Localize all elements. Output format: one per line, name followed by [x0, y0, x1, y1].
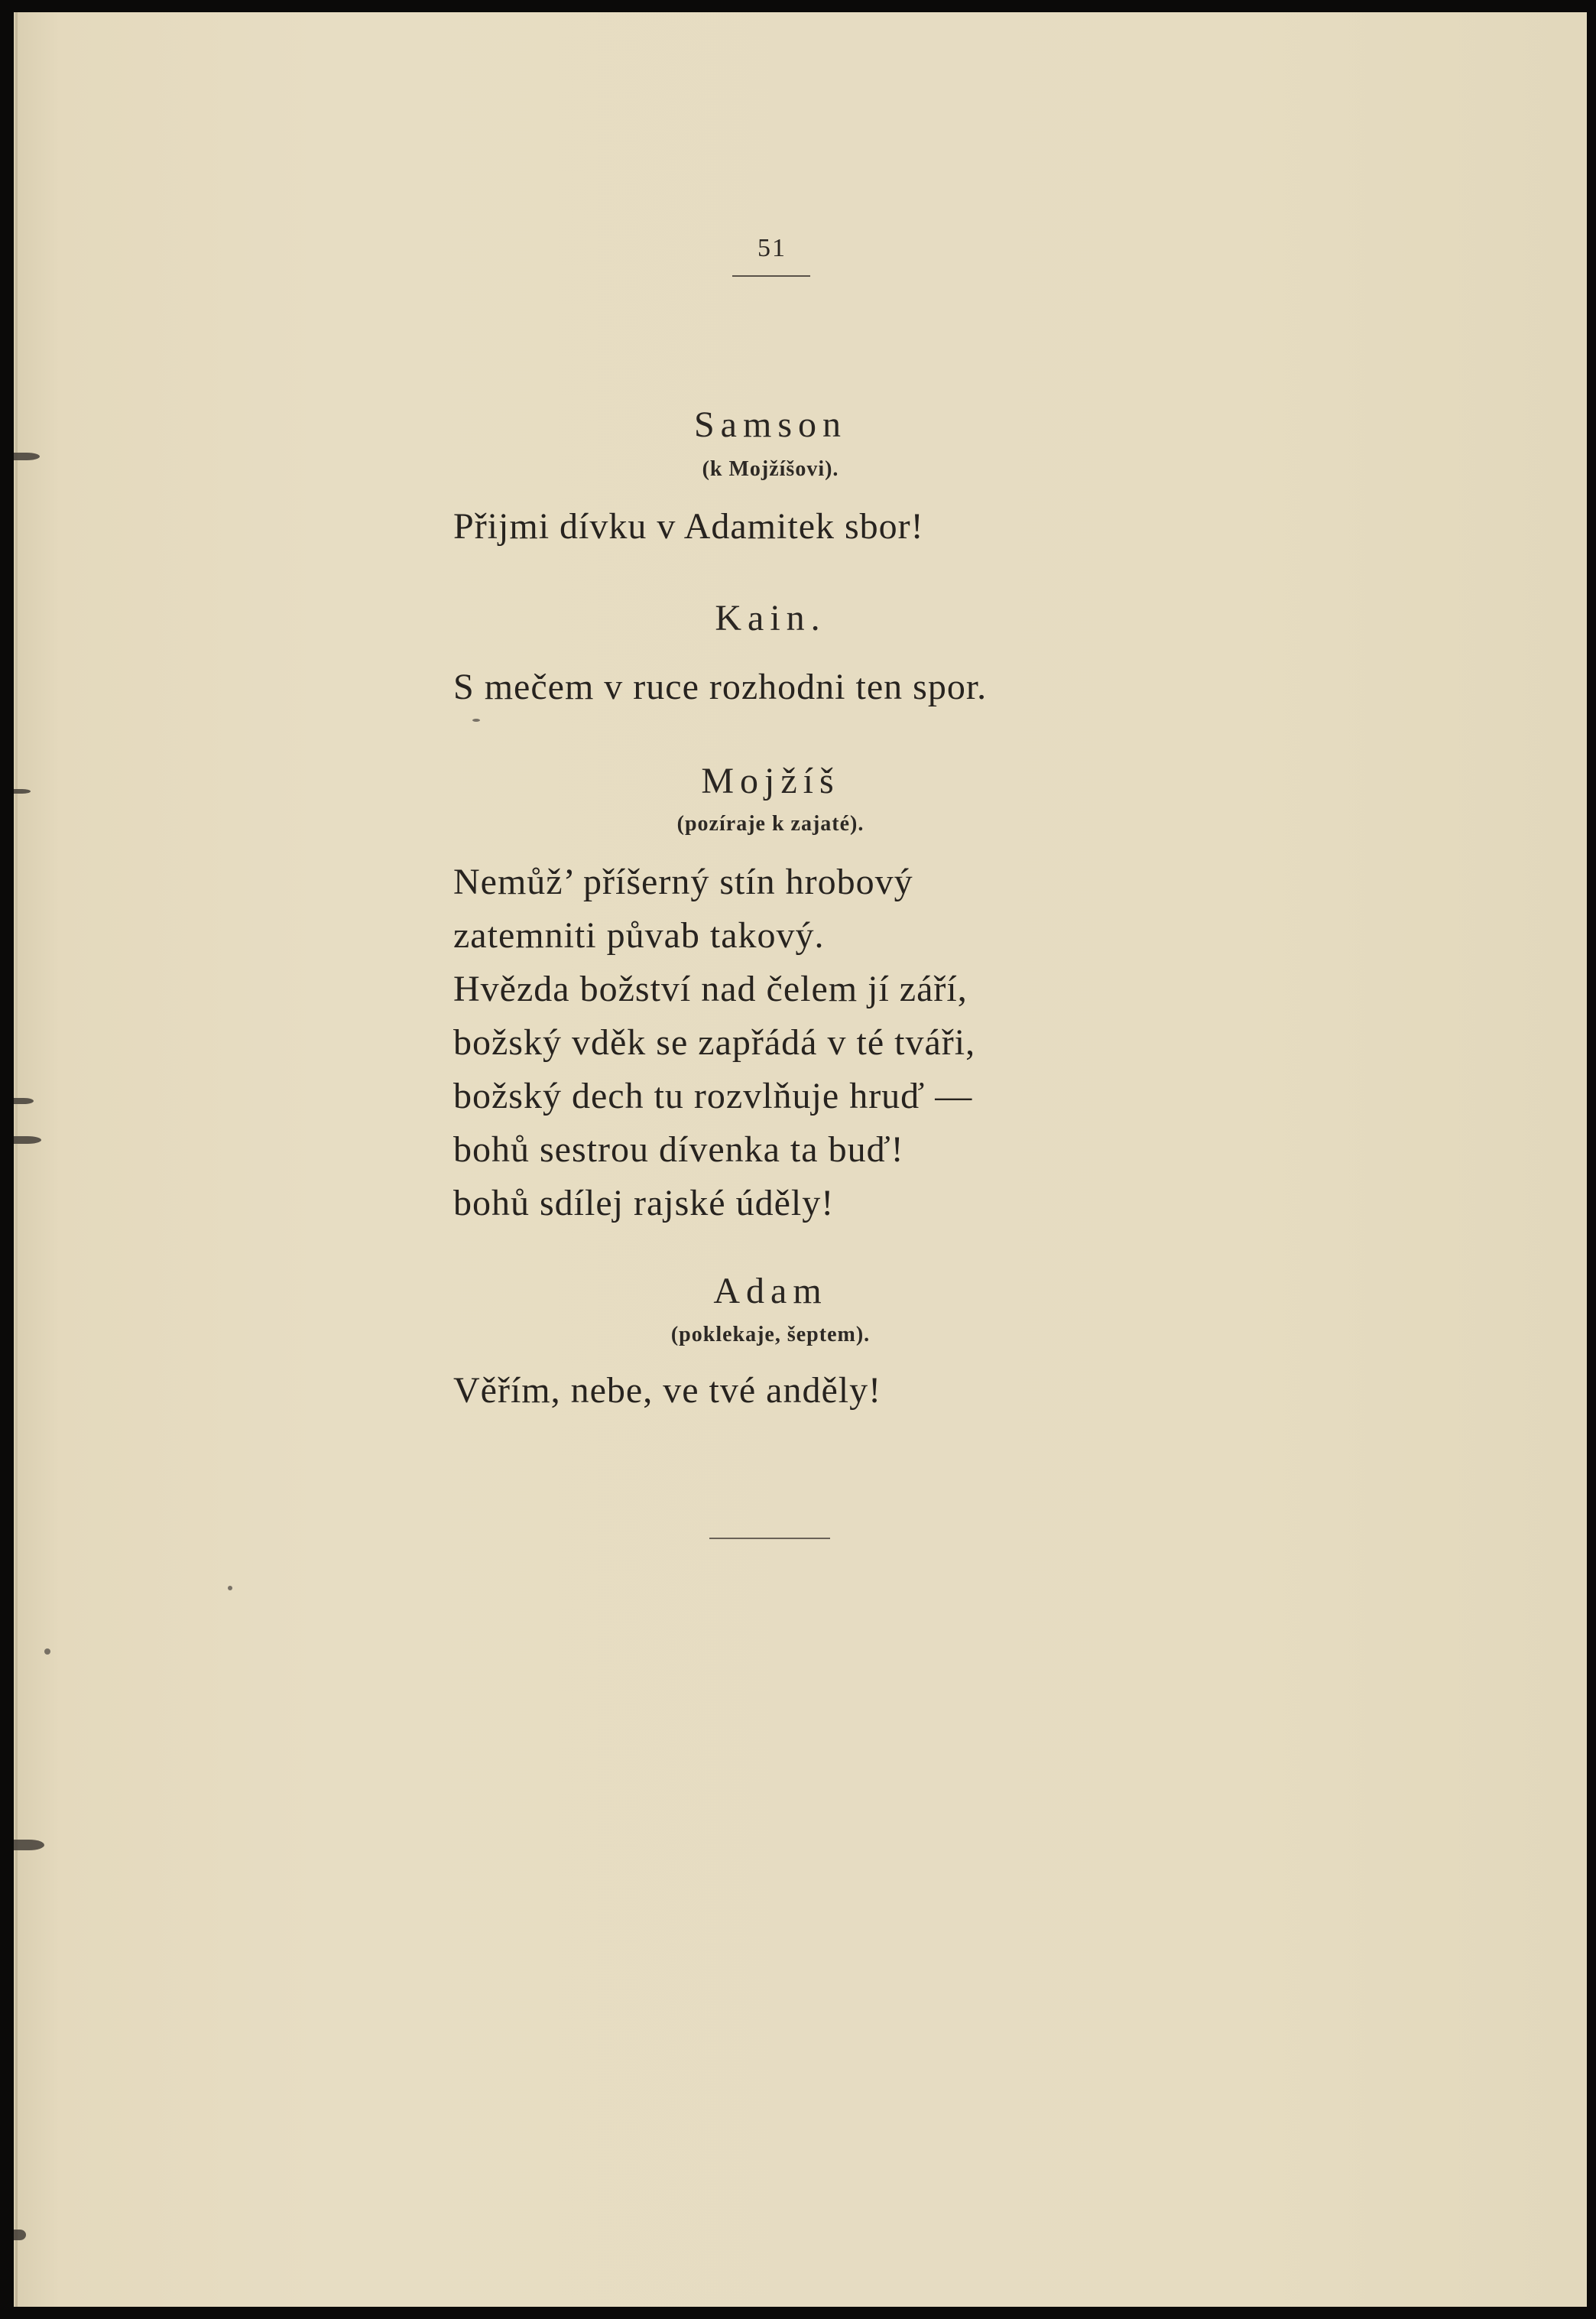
binding-thread-mark [14, 453, 40, 460]
page-number-rule [732, 275, 810, 277]
binding-thread-mark [14, 1840, 44, 1850]
book-page [14, 12, 1587, 2307]
paper-speck [472, 719, 480, 722]
verse-line: zatemniti půvab takový. [453, 915, 825, 956]
section-end-rule [709, 1538, 830, 1539]
speaker-name: Kain. [715, 598, 826, 638]
verse-line: S mečem v ruce rozhodni ten spor. [453, 667, 988, 707]
paper-speck [228, 1586, 232, 1590]
page-number: 51 [757, 234, 787, 262]
verse-line: Věřím, nebe, ve tvé anděly! [453, 1370, 882, 1411]
binding-thread-mark [14, 1136, 41, 1144]
stage-direction: (poklekaje, šeptem). [670, 1323, 871, 1346]
verse-line: božský vděk se zapřádá v té tváři, [453, 1022, 976, 1063]
verse-line: bohů sestrou dívenka ta buď! [453, 1129, 904, 1170]
binding-thread-mark [14, 1098, 34, 1104]
verse-line: Nemůž’ příšerný stín hrobový [453, 862, 913, 902]
speaker-name: Mojžíš [701, 761, 840, 801]
speaker-name: Samson [693, 404, 847, 445]
verse-line: bohů sdílej rajské úděly! [453, 1183, 835, 1223]
binding-thread-mark [14, 789, 31, 794]
paper-speck [44, 1648, 50, 1655]
speaker-name: Adam [713, 1271, 828, 1311]
stage-direction: (pozíraje k zajaté). [676, 812, 864, 836]
verse-line: Přijmi dívku v Adamitek sbor! [453, 506, 924, 547]
verse-line: božský dech tu rozvlňuje hruď — [453, 1076, 973, 1116]
binding-thread-mark [14, 2230, 26, 2240]
verse-line: Hvězda božství nad čelem jí září, [453, 969, 968, 1009]
stage-direction: (k Mojžíšovi). [702, 457, 839, 481]
page-spine-edge [15, 12, 18, 2307]
